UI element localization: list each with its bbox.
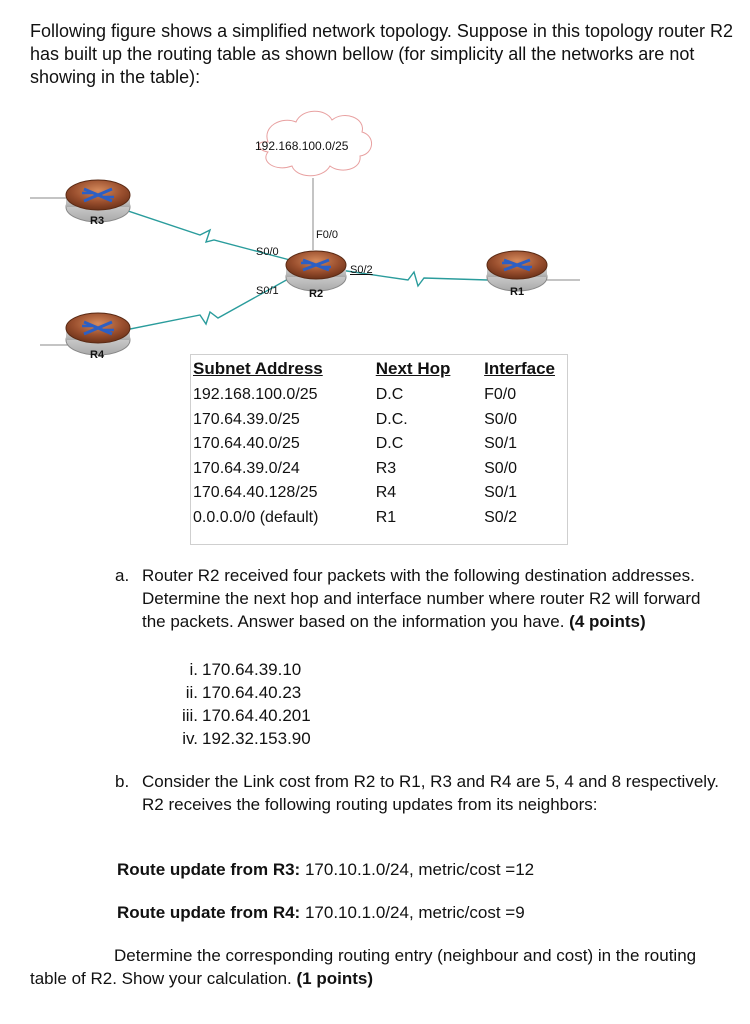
final-text: Determine the corresponding routing entry (neighbour and cost) in the routing table of R2. Show your calculation. (30, 946, 697, 988)
port-f00-label: F0/0 (316, 229, 339, 241)
table-row (193, 432, 567, 457)
cell-interface: S0/1 (484, 484, 518, 502)
header-next-hop: Next Hop (375, 359, 451, 378)
port-s02-label: S0/2 (350, 264, 373, 276)
item-address: 192.32.153.90 (202, 729, 311, 748)
final-points: (1 points) (296, 969, 373, 988)
cell-interface: F0/0 (484, 386, 517, 404)
router-r2-icon (286, 251, 346, 291)
cell-interface: S0/2 (484, 508, 518, 526)
list-item (160, 704, 311, 727)
item-number: iv. (182, 729, 198, 748)
question-a-text (142, 564, 725, 633)
cell-next-hop: D.C. (375, 410, 408, 428)
cell-subnet: 0.0.0.0/0 (default) (193, 508, 319, 526)
cell-subnet: 170.64.40.128/25 (193, 484, 318, 502)
cell-subnet: 170.64.39.0/24 (193, 459, 300, 477)
item-address: 170.64.39.10 (202, 660, 302, 679)
router-r3-label: R3 (90, 215, 105, 227)
item-number: i. (189, 660, 198, 679)
port-s00-label: S0/0 (256, 246, 279, 258)
route-update-r4 (117, 903, 525, 923)
network-topology-diagram (0, 100, 750, 380)
router-r1-label: R1 (510, 286, 525, 298)
question-a (115, 564, 725, 633)
cell-subnet: 170.64.39.0/25 (193, 410, 300, 428)
header-subnet: Subnet Address (193, 359, 323, 378)
question-b-text: Consider the Link cost from R2 to R1, R3 and R4 are 5, 4 and 8 respectively. R2 receives the following routing updates from its neighbors: (142, 772, 720, 814)
cell-interface: S0/0 (484, 410, 518, 428)
list-item (160, 681, 311, 704)
router-r1-icon (487, 251, 547, 291)
table-row (193, 457, 567, 482)
table-row (193, 383, 567, 408)
cell-interface: S0/1 (484, 435, 518, 453)
topology-graphic (0, 100, 750, 380)
table-row (193, 506, 567, 531)
question-a-body: Router R2 received four packets with the following destination addresses. Determine the next hop and interface number where router R2 will forward the packets. Answer based on the information you have. (142, 566, 701, 631)
question-b-final (30, 944, 735, 990)
update-r4-value: 170.10.1.0/24, metric/cost =9 (300, 903, 525, 922)
update-r4-label: Route update from R4: (117, 903, 301, 922)
cell-subnet: 192.168.100.0/25 (193, 386, 318, 404)
routing-table-header (193, 357, 567, 383)
cell-next-hop: D.C (375, 435, 404, 453)
cell-next-hop: R1 (375, 508, 397, 526)
table-row (193, 408, 567, 433)
update-r3-value: 170.10.1.0/24, metric/cost =12 (300, 860, 535, 879)
intro-paragraph: Following figure shows a simplified network topology. Suppose in this topology router R2 has built up the routing table as shown bellow (for simplicity all the networks are not showing in the table): (30, 21, 734, 87)
cell-next-hop: D.C (375, 386, 404, 404)
question-a-label: a. (115, 566, 130, 585)
router-r2-label: R2 (309, 288, 324, 300)
item-address: 170.64.40.23 (202, 683, 302, 702)
item-number: iii. (181, 706, 198, 725)
question-b-label: b. (115, 772, 130, 791)
cloud-network-label: 192.168.100.0/25 (255, 139, 349, 153)
question-a-items (160, 658, 311, 750)
header-interface: Interface (484, 359, 555, 378)
router-r4-label: R4 (90, 349, 105, 361)
item-address: 170.64.40.201 (202, 706, 311, 725)
cell-subnet: 170.64.40.0/25 (193, 435, 300, 453)
port-s01-label: S0/1 (256, 285, 279, 297)
list-item (160, 727, 311, 750)
route-update-r3 (117, 860, 534, 880)
update-r3-label: Route update from R3: (117, 860, 301, 879)
list-item (160, 658, 311, 681)
item-number: ii. (185, 683, 198, 702)
question-a-points: (4 points) (569, 612, 646, 631)
cell-interface: S0/0 (484, 459, 518, 477)
table-row (193, 481, 567, 506)
routing-table (190, 354, 568, 545)
question-b (115, 770, 725, 816)
cell-next-hop: R3 (375, 459, 397, 477)
cell-next-hop: R4 (375, 484, 397, 502)
